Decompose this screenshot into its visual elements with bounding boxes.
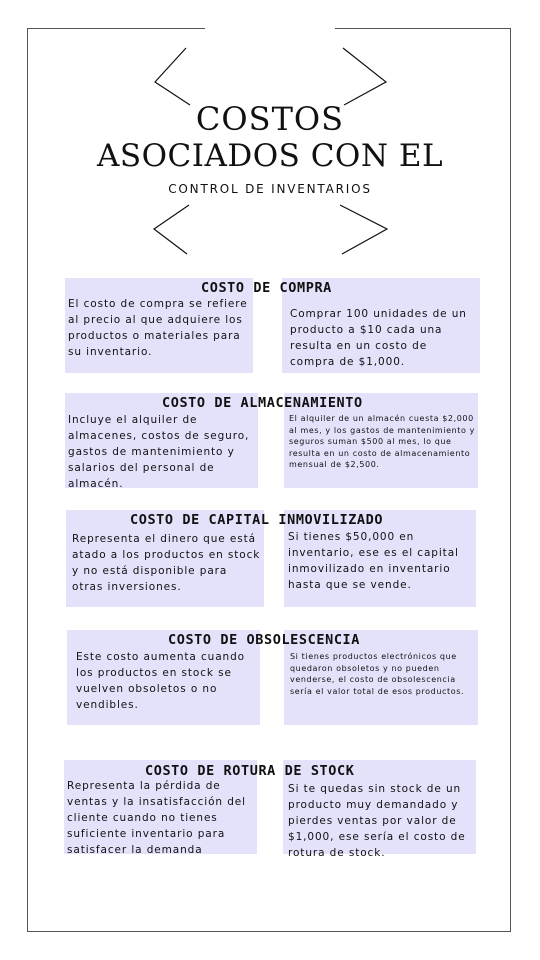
section-2-title: COSTO DE ALMACENAMIENTO [162, 395, 363, 411]
section-2-description: Incluye el alquiler de almacenes, costos de seguro, gastos de mantenimiento y salarios del personal de almacén. [68, 414, 250, 490]
chevron-top-right [343, 48, 386, 105]
section-2-example: El alquiler de un almacén cuesta $2,000 al mes, y los gastos de mantenimiento y seguros suman $500 al mes, lo que resulta en un costo de almacenamiento mensual de $2,500. [289, 414, 476, 469]
chevron-bottom-right [340, 205, 387, 254]
section-3-title: COSTO DE CAPITAL INMOVILIZADO [130, 512, 384, 528]
section-4-title: COSTO DE OBSOLESCENCIA [168, 632, 361, 648]
chevron-bottom-left [154, 205, 189, 254]
page-title-line2: ASOCIADOS CON EL [96, 138, 444, 174]
section-5-title: COSTO DE ROTURA DE STOCK [145, 763, 355, 779]
section-1-example: Comprar 100 unidades de un producto a $10 cada una resulta en un costo de compra de $1,000. [290, 308, 467, 368]
section-3-example: Si tienes $50,000 en inventario, ese es el capital inmovilizado en inventario hasta que se vende. [288, 531, 459, 591]
section-5-description: Representa la pérdida de ventas y la insatisfacción del cliente cuando no tienes suficiente inventario para satisfacer la demanda [67, 780, 246, 856]
section-1-description: El costo de compra se refiere al precio al que adquiere los productos o materiales para su inventario. [68, 298, 248, 358]
section-4-description: Este costo aumenta cuando los productos en stock se vuelven obsoletos o no vendibles. [76, 651, 245, 711]
chevron-top-left [155, 48, 190, 105]
section-3-description: Representa el dinero que está atado a los productos en stock y no está disponible para otras inversiones. [72, 533, 261, 593]
section-1-title: COSTO DE COMPRA [201, 280, 332, 296]
section-4-example: Si tienes productos electrónicos que quedaron obsoletos y no pueden venderse, el costo de obsolescencia sería el valor total de esos productos. [290, 652, 465, 696]
section-5-example: Si te quedas sin stock de un producto muy demandado y pierdes ventas por valor de $1,000, ese sería el costo de rotura de stock. [288, 783, 466, 859]
page-subtitle: CONTROL DE INVENTARIOS [168, 182, 372, 196]
page-title-line1: COSTOS [195, 100, 345, 138]
